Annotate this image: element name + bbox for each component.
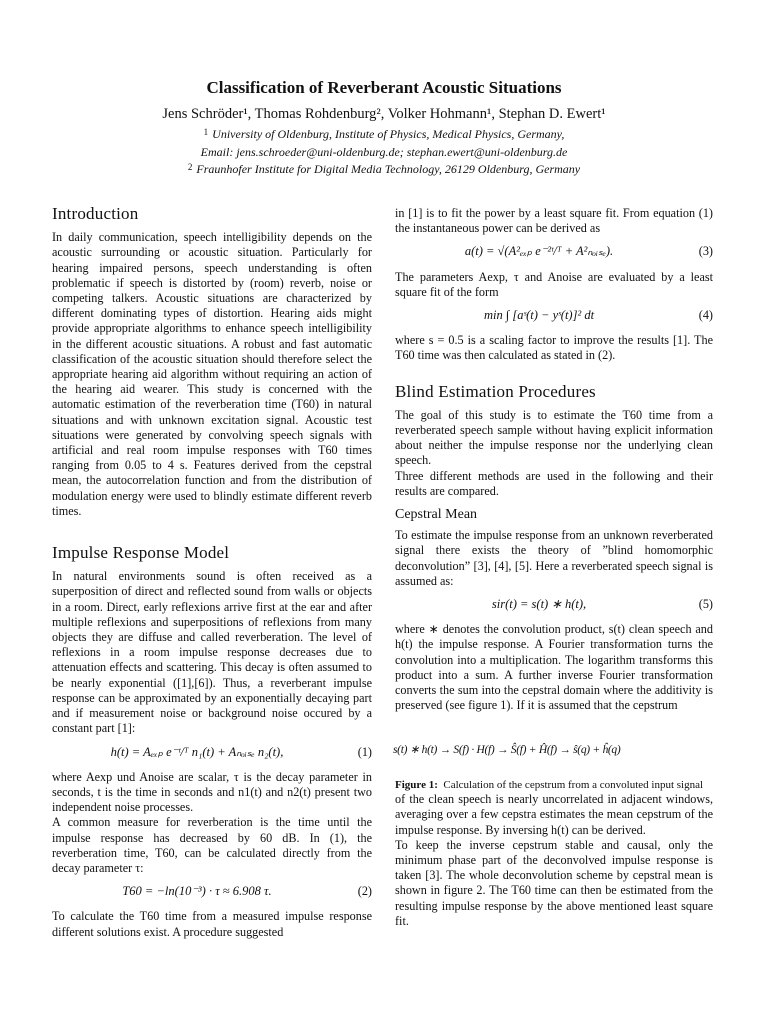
left-column <box>52 200 372 940</box>
equation-5-body: sir(t) = s(t) ∗ h(t), <box>491 597 587 612</box>
subsection-heading-cepstral-mean: Cepstral Mean <box>395 507 478 523</box>
continued-paragraph: in [1] is to fit the power by a least square fit. From equation (1) the instantaneous power can be derived as <box>395 206 713 236</box>
affiliation-2-line1: Fraunhofer Institute for Digital Media Technology, 26129 Oldenburg, Germany <box>196 162 581 176</box>
figure-1-diagram: s(t) ∗ h(t) → S(f) · H(f) → Ŝ(f) + Ĥ(f) → ŝ(q) + ĥ(q) <box>393 744 621 757</box>
figure-1-caption-label: Figure 1: <box>395 778 438 791</box>
equation-2-explanation: To calculate the T60 time from a measured impulse response different solutions exist. A procedure suggested <box>52 909 372 939</box>
equation-2-body: T60 = −ln(10⁻³) · τ ≈ 6.908 τ. <box>122 884 272 899</box>
equation-1-explanation: where Aexp und Anoise are scalar, τ is the decay parameter in seconds, t is the time in seconds and n1(t) and n2(t) present two independent noise processes. <box>52 769 372 815</box>
equation-5-number: (5) <box>698 597 713 612</box>
equation-4-body: min ∫ [aˢ(t) − yˢ(t)]² dt <box>483 308 595 323</box>
affiliation-1-line1: University of Oldenburg, Institute of Physics, Medical Physics, Germany, <box>212 127 565 141</box>
equation-1 <box>52 745 372 760</box>
blind-estimation-paragraph-1: The goal of this study is to estimate the T60 time from a reverberated speech sample without having explicit information about neither the impulse response nor the underlying clean speech. <box>395 407 713 468</box>
parameters-paragraph: The parameters Aexp, τ and Anoise are evaluated by a least square fit of the form <box>395 269 713 299</box>
affiliation-1-mark: 1 <box>203 127 209 137</box>
final-paragraph: To keep the inverse cepstrum stable and causal, only the minimum phase part of the deconvolved impulse response is taken [3]. The whole deconvolution scheme by cepstral mean is shown in figure 2. The T60 time can then be estimated from the resulting impulse response by the above mentioned least square fit. <box>395 837 713 928</box>
impulse-response-paragraph: In natural environments sound is often received as a superposition of direct and reflected sound from walls or objects in a room. Direct, early reflexions arrive first at the ear and after multiple reflexions and superpositions of reflexions from many objects they are diffuse and called reverberation. The level of reflexions in a room impulse response decreases due to attenuation effects and scattering. This decay is often assumed to be nearly exponential ([1],[6]). Thus, a reverberant impulse response can be approximated by an exponentially decaying part and if measurement noise or background noise occured by a constant part [1]: <box>52 569 372 736</box>
equation-2 <box>52 884 372 899</box>
section-heading-blind-estimation: Blind Estimation Procedures <box>395 381 596 401</box>
introduction-paragraph: In daily communication, speech intelligibility depends on the acoustic surrounding or acoustic situation. Particularly for hearing impaired persons, speech understanding is often problematic if speech is distorted by (room) reverb, noise or competing talkers. Acoustic situations are characterized by different dominating types of distortion. Hearing aids might provide appropriate algorithms to enhance speech intelligibility in the different acoustic situations. A robust and fast automatic classification of the acoustic situation should therefore select the appropriate hearing aid algorithm without requiring an action of the hearing aid wearer. This study is concerned with the automatic estimation of the reverberation time (T60) in natural situations and with unknown excitation signal. Acoustic test situations were generated by convolving speech signals with artificial and real room impulse responses with T60 times ranging from 0.05 to 4 s. Features derived from the cepstral mean, the autocorrelation function and from the distribution of modulation energy were used to blindly estimate different reverb times. <box>52 230 372 518</box>
affiliation-2 <box>0 162 768 177</box>
section-heading-impulse-response-model: Impulse Response Model <box>52 543 230 563</box>
equation-3-body: a(t) = √(A²ₑₓₚ e⁻²ᵗ/ᵀ + A²ₙₒᵢₛₑ). <box>464 244 614 259</box>
right-column <box>395 206 713 929</box>
equation-4 <box>395 308 713 323</box>
equation-4-number: (4) <box>698 308 713 323</box>
t60-paragraph: A common measure for reverberation is the time until the impulse response has decreased by 60 dB. In (1), the reverberation time, T60, can be calculated directly from the decay parameter τ: <box>52 815 372 875</box>
after-figure-paragraph: of the clean speech is nearly uncorrelated in adjacent windows, averaging over a few cepstra estimates the mean cepstrum of the impulse response. By inversing h(t) can be derived. <box>395 792 713 837</box>
equation-4-explanation: where s = 0.5 is a scaling factor to improve the results [1]. The T60 time was then calculated as stated in (2). <box>395 333 713 363</box>
figure-1-caption-text: Calculation of the cepstrum from a convoluted input signal <box>443 778 704 791</box>
equation-5-explanation: where ∗ denotes the convolution product, s(t) clean speech and h(t) the impulse response. A Fourier transformation turns the convolution into a multiplication. The logarithm transforms this product into a sum. A further inverse Fourier transformation converts the sum into the cepstral domain where the additivity is preserved (see figure 1). If it is assumed that the cepstrum <box>395 622 713 713</box>
equation-2-number: (2) <box>357 884 372 899</box>
section-heading-introduction: Introduction <box>52 204 139 223</box>
affiliation-2-mark: 2 <box>187 162 193 172</box>
equation-1-number: (1) <box>357 744 372 759</box>
equation-5 <box>395 597 713 612</box>
affiliation-1 <box>0 127 768 142</box>
equation-1-body: h(t) = Aₑₓₚ e⁻ᵗ/ᵀ n₁(t) + Aₙₒᵢₛₑ n₂(t), <box>110 744 284 759</box>
paper-title: Classification of Reverberant Acoustic Situations <box>206 78 562 97</box>
affiliation-1-email: Email: jens.schroeder@uni-oldenburg.de; stephan.ewert@uni-oldenburg.de <box>200 145 568 159</box>
blind-estimation-paragraph-2: Three different methods are used in the following and their results are compared. <box>395 468 713 498</box>
author-list: Jens Schröder¹, Thomas Rohdenburg², Volker Hohmann¹, Stephan D. Ewert¹ <box>162 106 606 122</box>
equation-3-number: (3) <box>698 244 713 259</box>
equation-3 <box>395 244 713 259</box>
cepstral-mean-paragraph: To estimate the impulse response from an unknown reverberated signal there exists the theory of ”blind homomorphic deconvolution” [3], [4], [5]. Here a reverberated speech signal is assumed as: <box>395 528 713 588</box>
figure-1-caption <box>395 779 713 793</box>
